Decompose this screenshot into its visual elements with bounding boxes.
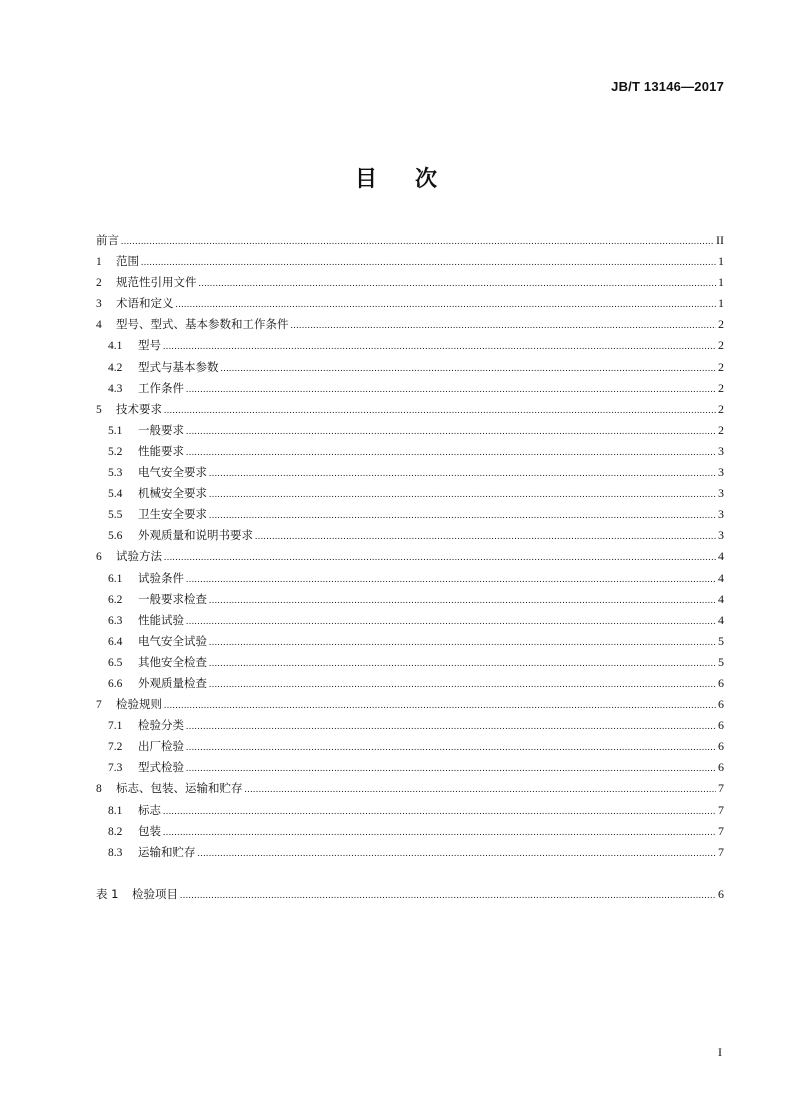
toc-entry-number: 4 (96, 319, 102, 332)
toc-entry-page: 6 (718, 697, 724, 712)
toc-entry-label: 外观质量和说明书要求 (138, 528, 253, 543)
toc-entry-number: 8.1 (108, 804, 123, 817)
toc-entry[interactable] (96, 631, 724, 652)
toc-entry[interactable] (96, 314, 724, 335)
toc-entry-label: 技术要求 (116, 401, 162, 416)
toc-entry-page: 5 (718, 633, 724, 648)
toc-dot-leader (163, 801, 716, 822)
toc-dot-leader (209, 484, 716, 505)
title-char-2: 次 (415, 167, 438, 192)
toc-dot-leader (186, 737, 716, 758)
toc-entry-page: 3 (718, 486, 724, 501)
toc-entry-label: 性能试验 (138, 612, 184, 627)
toc-dot-leader (255, 526, 716, 547)
toc-dot-leader (163, 336, 716, 357)
toc-entry[interactable] (96, 357, 724, 378)
toc-entry[interactable] (96, 251, 724, 272)
footer-page-number: I (718, 1045, 722, 1059)
toc-entry-number: 7 (96, 699, 102, 712)
toc-entry[interactable] (96, 399, 724, 420)
toc-dot-leader (186, 569, 716, 590)
toc-dot-leader (164, 695, 716, 716)
toc-dot-leader (186, 716, 716, 737)
toc-dot-leader (198, 843, 717, 864)
standard-number: JB/T 13146—2017 (611, 79, 724, 94)
toc-entry[interactable] (96, 525, 724, 546)
toc-dot-leader (180, 885, 716, 906)
toc-entry-label: 性能要求 (138, 443, 184, 458)
toc-dot-leader (186, 611, 716, 632)
toc-entry-number: 6.6 (108, 677, 123, 690)
toc-dot-leader (209, 590, 716, 611)
toc-entry[interactable] (96, 568, 724, 589)
toc-entry-label: 外观质量检查 (138, 675, 207, 690)
toc-dot-leader (209, 632, 716, 653)
toc-entry-page: 1 (718, 275, 724, 290)
toc-entry-number: 5.3 (108, 467, 123, 480)
toc-entry-label: 型式与基本参数 (138, 359, 219, 374)
toc-dot-leader (221, 358, 717, 379)
toc-entry-number: 3 (96, 298, 102, 311)
toc-entry[interactable] (96, 378, 724, 399)
toc-entry[interactable] (96, 504, 724, 525)
toc-dot-leader (209, 674, 716, 695)
toc-entry[interactable] (96, 272, 724, 293)
toc-entry-label: 包装 (138, 823, 161, 838)
table-of-contents (96, 230, 724, 905)
toc-entry-number: 7.1 (108, 720, 123, 733)
toc-entry-number: 6.4 (108, 635, 123, 648)
toc-entry-page: 2 (718, 338, 724, 353)
toc-dot-leader (141, 252, 716, 273)
toc-dot-leader (186, 442, 716, 463)
toc-entry-number: 8 (96, 783, 102, 796)
toc-entry-page: 7 (718, 781, 724, 796)
toc-entry-number: 2 (96, 277, 102, 290)
page-title (0, 162, 792, 193)
toc-entry[interactable] (96, 610, 724, 631)
toc-entry[interactable] (96, 589, 724, 610)
toc-entry-number: 6.5 (108, 656, 123, 669)
toc-dot-leader (163, 822, 716, 843)
toc-dot-leader (176, 294, 717, 315)
toc-entry-label: 一般要求检查 (138, 591, 207, 606)
toc-entry-page: 1 (718, 296, 724, 311)
toc-entry-page: 4 (718, 570, 724, 585)
toc-dot-leader (209, 505, 716, 526)
toc-entry-label: 其他安全检查 (138, 654, 207, 669)
toc-entry[interactable] (96, 778, 724, 799)
toc-dot-leader (209, 463, 716, 484)
toc-entry-page: 6 (718, 739, 724, 754)
toc-entry-number: 8.3 (108, 846, 123, 859)
toc-entry-page: 4 (718, 612, 724, 627)
toc-entry[interactable] (96, 462, 724, 483)
toc-entry-page: 1 (718, 254, 724, 269)
toc-entry-page: 2 (718, 317, 724, 332)
toc-entry-number: 5.6 (108, 530, 123, 543)
toc-dot-leader (186, 758, 716, 779)
toc-entry-label: 卫生安全要求 (138, 507, 207, 522)
toc-entry-page: 7 (718, 823, 724, 838)
toc-entry-page: 3 (718, 465, 724, 480)
toc-dot-leader (291, 315, 717, 336)
toc-entry-number: 1 (96, 256, 102, 269)
toc-entry[interactable] (96, 483, 724, 504)
toc-entry[interactable] (96, 230, 724, 251)
toc-entry-label: 检验项目 (132, 886, 178, 901)
toc-dot-leader (121, 231, 714, 252)
toc-entry[interactable] (96, 335, 724, 356)
toc-entry[interactable] (96, 673, 724, 694)
toc-entry-page: 3 (718, 507, 724, 522)
toc-entry-label: 标志 (138, 802, 161, 817)
toc-entry-number: 4.3 (108, 382, 123, 395)
toc-entry-label: 检验规则 (116, 697, 162, 712)
toc-dot-leader (209, 653, 716, 674)
toc-dot-leader (186, 379, 716, 400)
toc-entry-page: 2 (718, 422, 724, 437)
toc-dot-leader (164, 400, 716, 421)
toc-entry[interactable] (96, 821, 724, 842)
toc-entry[interactable] (96, 441, 724, 462)
toc-entry[interactable] (96, 293, 724, 314)
toc-entry[interactable] (96, 652, 724, 673)
toc-entry-number: 4.1 (108, 340, 123, 353)
toc-entry-page: II (716, 233, 724, 247)
toc-entry-number: 5.4 (108, 488, 123, 501)
toc-entry-page: 4 (718, 591, 724, 606)
toc-entry-label: 检验分类 (138, 718, 184, 733)
toc-entry-page: 2 (718, 401, 724, 416)
toc-entry-number: 5.2 (108, 445, 123, 458)
toc-entry-label: 电气安全要求 (138, 465, 207, 480)
toc-entry[interactable] (96, 715, 724, 736)
toc-entry-page: 6 (718, 718, 724, 733)
toc-entry-page: 6 (718, 675, 724, 690)
toc-entry-page: 7 (718, 844, 724, 859)
toc-entry[interactable] (96, 842, 724, 863)
toc-entry-page: 2 (718, 359, 724, 374)
toc-entry-number: 表 1 (96, 886, 119, 901)
toc-entry-page: 2 (718, 380, 724, 395)
toc-entry-page: 7 (718, 802, 724, 817)
toc-entry-label: 一般要求 (138, 422, 184, 437)
toc-entry-page: 6 (718, 760, 724, 775)
toc-entry[interactable] (96, 694, 724, 715)
toc-entry-label: 范围 (116, 254, 139, 269)
toc-entry-number: 6.2 (108, 593, 123, 606)
toc-entry-label: 试验条件 (138, 570, 184, 585)
toc-entry[interactable] (96, 420, 724, 441)
toc-entry-label: 标志、包装、运输和贮存 (116, 781, 243, 796)
toc-entry-label: 工作条件 (138, 380, 184, 395)
toc-dot-leader (164, 547, 716, 568)
toc-entry-number: 8.2 (108, 825, 123, 838)
toc-entry-label: 试验方法 (116, 549, 162, 564)
toc-entry-page: 3 (718, 443, 724, 458)
toc-entry-number: 6 (96, 551, 102, 564)
toc-entry-label: 规范性引用文件 (116, 275, 197, 290)
toc-entry-page: 6 (718, 886, 724, 901)
toc-dot-leader (186, 421, 716, 442)
toc-entry-page: 3 (718, 528, 724, 543)
toc-entry[interactable] (96, 736, 724, 757)
toc-entry-number: 6.3 (108, 614, 123, 627)
toc-dot-leader (245, 779, 717, 800)
toc-entry-page: 4 (718, 549, 724, 564)
toc-entry[interactable] (96, 757, 724, 778)
toc-entry-number: 7.3 (108, 762, 123, 775)
toc-entry[interactable] (96, 884, 724, 905)
toc-entry-label: 出厂检验 (138, 739, 184, 754)
toc-entry[interactable] (96, 800, 724, 821)
toc-entry-label: 机械安全要求 (138, 486, 207, 501)
toc-entry-label: 电气安全试验 (138, 633, 207, 648)
toc-entry-page: 5 (718, 654, 724, 669)
toc-entry-label: 运输和贮存 (138, 844, 196, 859)
toc-entry-number: 4.2 (108, 361, 123, 374)
toc-entry-label: 型号、型式、基本参数和工作条件 (116, 317, 289, 332)
toc-entry-label: 前言 (96, 233, 119, 247)
toc-entry-number: 5 (96, 403, 102, 416)
toc-entry-number: 6.1 (108, 572, 123, 585)
toc-dot-leader (199, 273, 717, 294)
title-char-1: 目 (354, 167, 377, 192)
toc-entry-number: 7.2 (108, 741, 123, 754)
toc-entry-number: 5.5 (108, 509, 123, 522)
toc-entry-label: 型号 (138, 338, 161, 353)
toc-entry[interactable] (96, 546, 724, 567)
toc-entry-label: 型式检验 (138, 760, 184, 775)
toc-entry-number: 5.1 (108, 424, 123, 437)
toc-entry-label: 术语和定义 (116, 296, 174, 311)
